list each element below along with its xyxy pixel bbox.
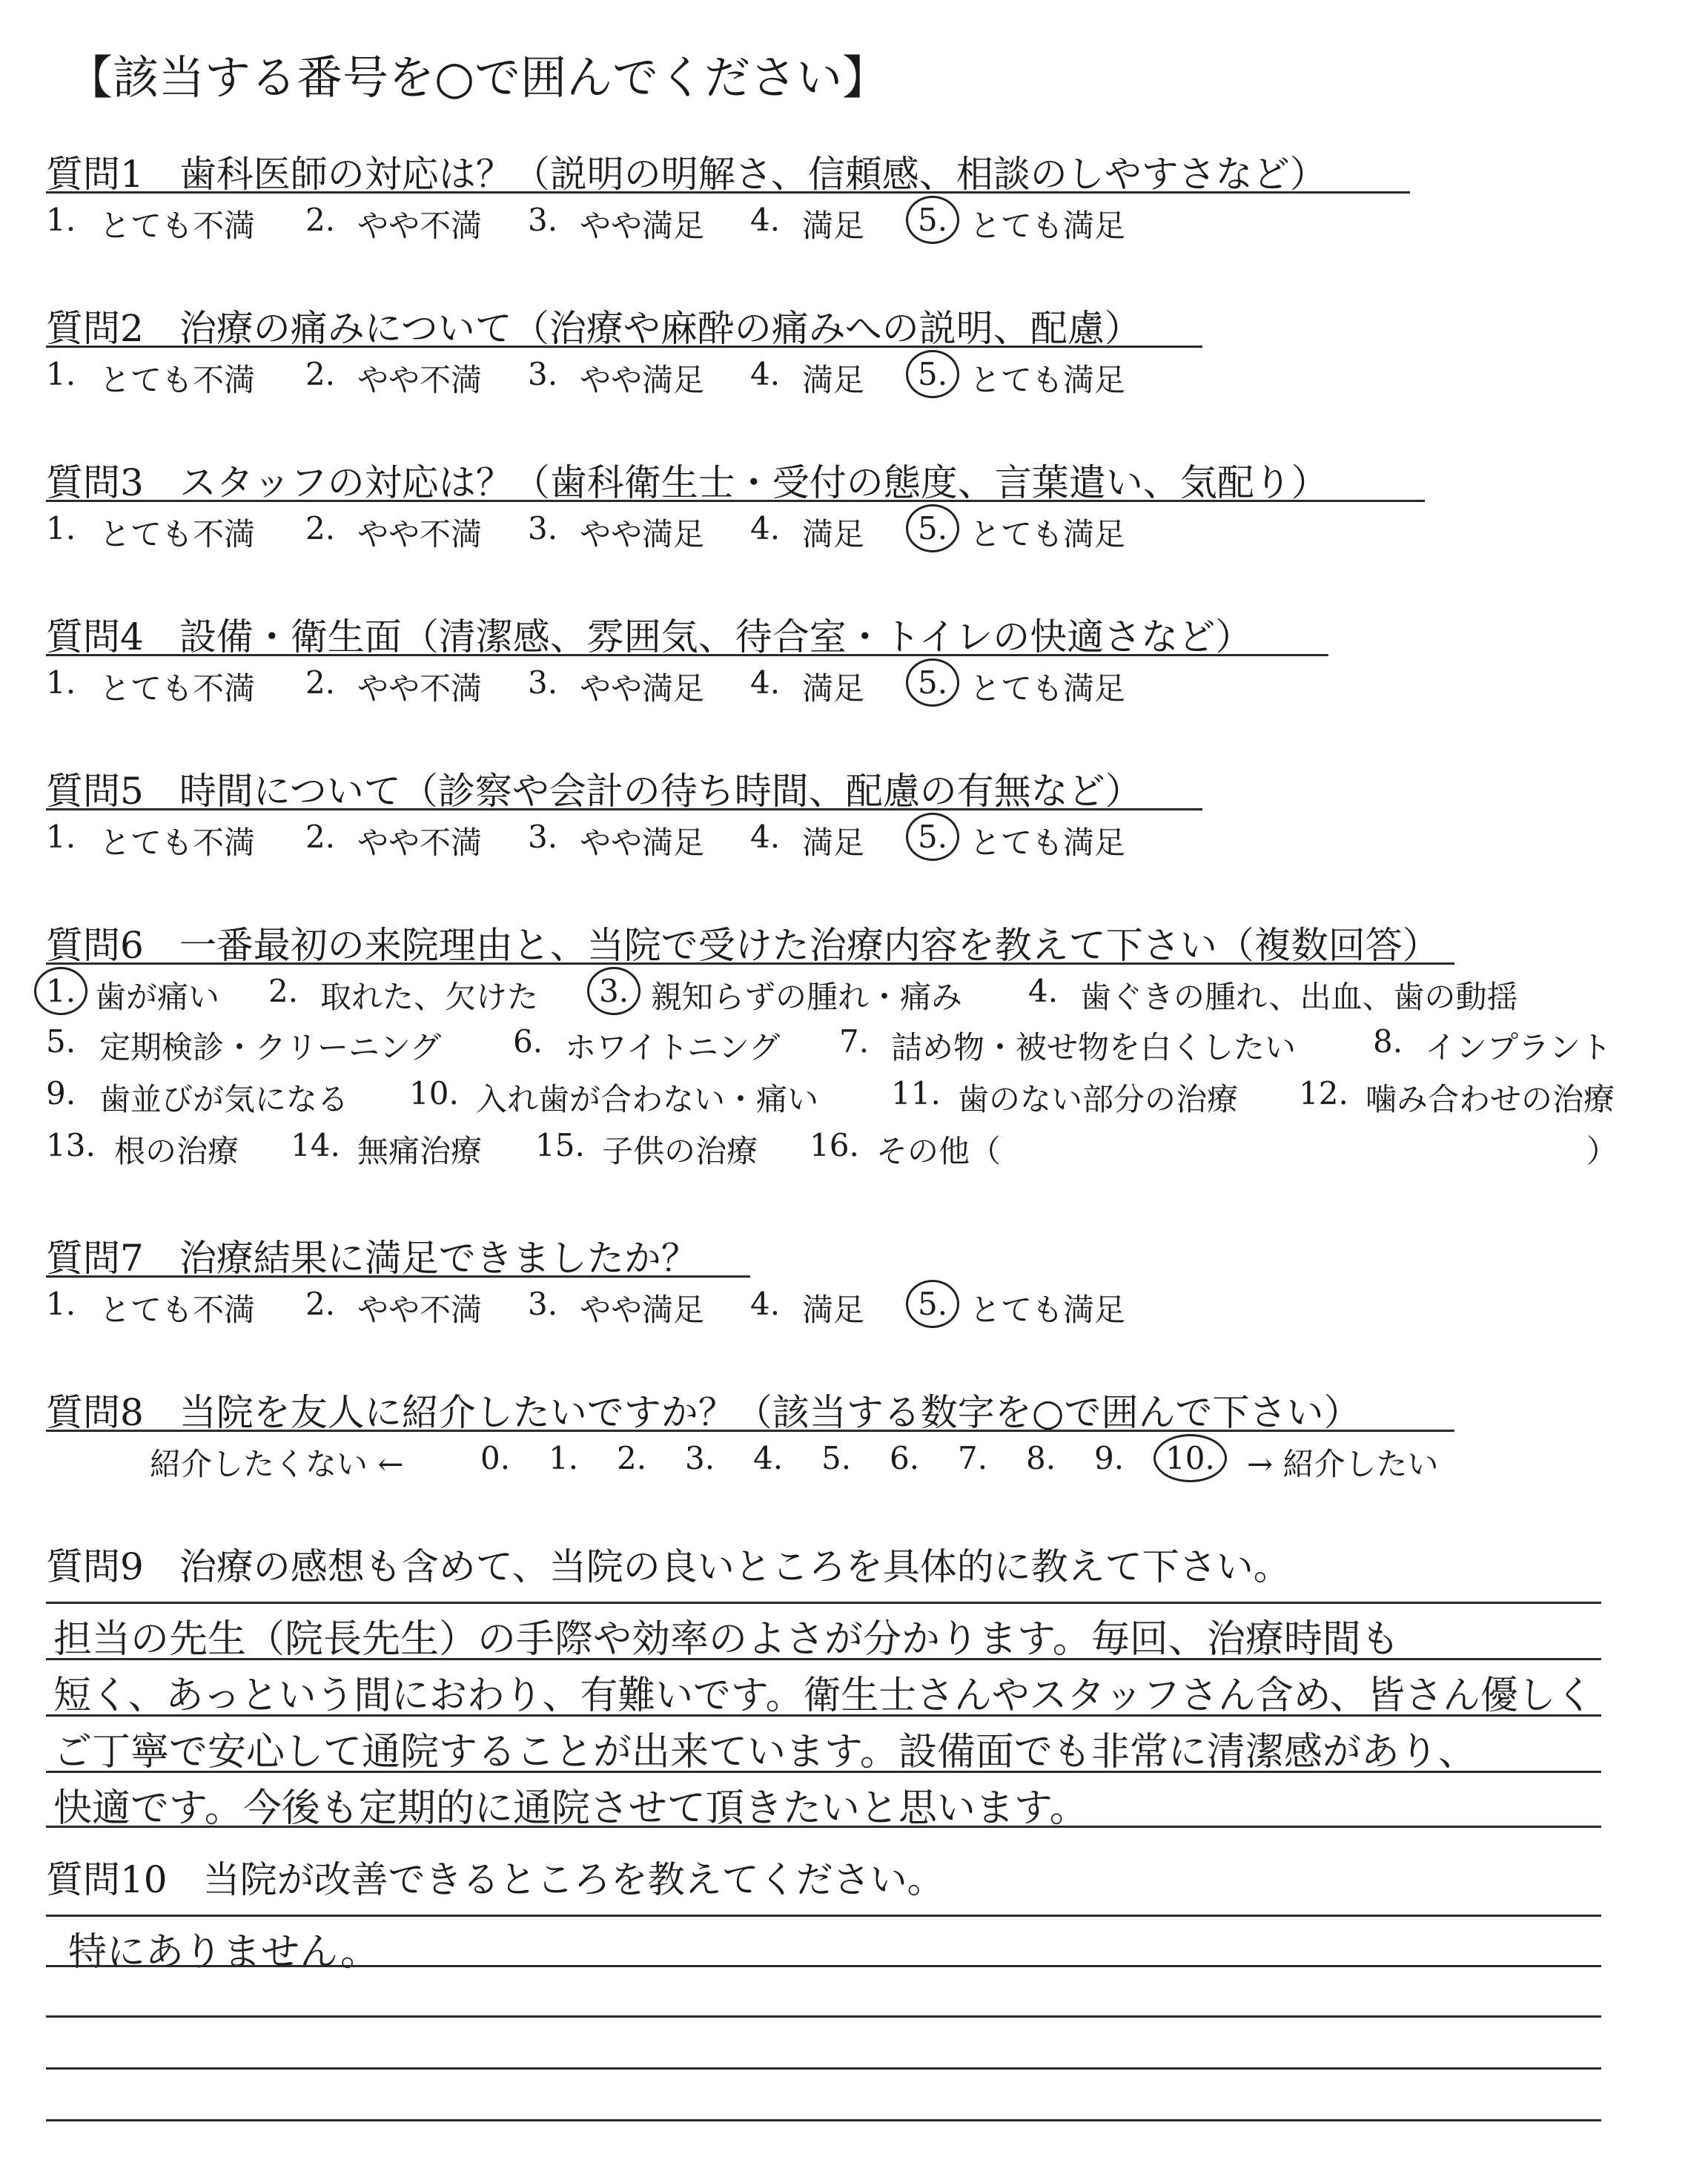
- question-9-text: 治療の感想も含めて、当院の良いところを具体的に教えて下さい。: [179, 1545, 1291, 1588]
- q8-opt-1[interactable]: 1.: [549, 1440, 579, 1476]
- q6-item14-label: 無痛治療: [357, 1133, 483, 1169]
- q9-ruled-line-2: [46, 1658, 1601, 1660]
- q7-opt5-num-circled[interactable]: 5.: [918, 1286, 948, 1322]
- question-8-scale: [46, 1440, 1439, 1484]
- question-10-text: 当院が改善できるところを教えてください。: [202, 1858, 944, 1901]
- q8-opt-10-circled[interactable]: 10.: [1165, 1440, 1215, 1476]
- q3-opt4-num[interactable]: 4.: [750, 510, 781, 546]
- question-10-number: 質問10: [46, 1858, 168, 1901]
- q6-item3-label: 親知らずの腫れ・痛み: [651, 979, 963, 1015]
- q1-opt2-label: やや不満: [357, 208, 483, 244]
- q6-item1-num-circled[interactable]: 1.: [46, 973, 76, 1009]
- q3-opt5-num-circled[interactable]: 5.: [918, 510, 948, 546]
- q1-opt3-num[interactable]: 3.: [528, 202, 558, 238]
- question-4-number: 質問4: [46, 615, 144, 658]
- q1-opt3-label: やや満足: [580, 208, 705, 244]
- q1-opt1-label: とても不満: [99, 208, 256, 244]
- q7-opt3-label: やや満足: [580, 1292, 705, 1328]
- question-5-underline: [46, 808, 1202, 810]
- q8-opt-5[interactable]: 5.: [821, 1440, 852, 1476]
- question-7-text: 治療結果に満足できましたか？: [179, 1237, 698, 1280]
- q6-item13-num[interactable]: 13.: [46, 1127, 96, 1163]
- question-5-options: [46, 819, 1126, 863]
- q3-opt1-label: とても不満: [99, 516, 256, 552]
- q8-opt-9[interactable]: 9.: [1094, 1440, 1125, 1476]
- q10-answer-line-1: 特にありません。: [68, 1930, 380, 1975]
- q6-item3-num-circled[interactable]: 3.: [599, 973, 629, 1009]
- q7-opt1-label: とても不満: [99, 1292, 256, 1328]
- q9-ruled-line-1: [46, 1602, 1601, 1604]
- question-5-text: 時間について（診察や会計の待ち時間、配慮の有無など）: [179, 770, 1142, 813]
- question-7-title: [46, 1229, 698, 1282]
- q10-ruled-line-2: [46, 1965, 1601, 1967]
- question-1-number: 質問1: [46, 153, 144, 196]
- q5-opt3-label: やや満足: [580, 825, 705, 861]
- q6-item7-num[interactable]: 7.: [839, 1023, 870, 1060]
- question-8-number: 質問8: [46, 1391, 144, 1434]
- q7-opt1-num[interactable]: 1.: [46, 1286, 76, 1322]
- q5-opt1-num[interactable]: 1.: [46, 819, 76, 855]
- q8-opt-6[interactable]: 6.: [890, 1440, 920, 1476]
- q8-left-label: 紹介したくない ←: [150, 1446, 404, 1482]
- question-9-number: 質問9: [46, 1545, 144, 1588]
- q4-opt1-num[interactable]: 1.: [46, 664, 76, 701]
- q7-opt4-label: 満足: [802, 1292, 865, 1328]
- q6-item10-num[interactable]: 10.: [409, 1075, 459, 1112]
- question-4-title: [46, 607, 1252, 661]
- q6-item1-label: 歯が痛い: [95, 979, 220, 1015]
- q7-opt2-num[interactable]: 2.: [305, 1286, 336, 1322]
- q5-opt3-num[interactable]: 3.: [528, 819, 558, 855]
- q4-opt3-label: やや満足: [580, 670, 705, 707]
- q2-opt2-num[interactable]: 2.: [305, 356, 336, 392]
- question-3-underline: [46, 500, 1425, 502]
- q6-item5-num[interactable]: 5.: [46, 1023, 76, 1060]
- q9-answer-line-4: 快適です。今後も定期的に通院させて頂きたいと思います。: [53, 1786, 1088, 1831]
- q1-opt1-num[interactable]: 1.: [46, 202, 76, 238]
- q3-opt4-label: 満足: [802, 516, 865, 552]
- q7-opt5-label: とても満足: [970, 1292, 1126, 1328]
- q5-opt5-num-circled[interactable]: 5.: [918, 819, 948, 855]
- q6-item12-label: 噛み合わせの治療: [1366, 1081, 1615, 1117]
- q6-item9-label: 歯並びが気になる: [99, 1081, 349, 1117]
- q1-opt4-label: 満足: [802, 208, 865, 244]
- q4-opt5-num-circled[interactable]: 5.: [918, 664, 948, 701]
- q3-opt2-num[interactable]: 2.: [305, 510, 336, 546]
- q6-item13-label: 根の治療: [114, 1133, 239, 1169]
- q4-opt2-label: やや不満: [357, 670, 483, 707]
- question-3-text: スタッフの対応は？（歯科衛生士・受付の態度、言葉遣い、気配り）: [179, 461, 1328, 504]
- question-8-underline: [46, 1430, 1454, 1432]
- instruction-header: 【該当する番号を○で囲んでください】: [67, 50, 889, 105]
- q8-opt-8[interactable]: 8.: [1026, 1440, 1056, 1476]
- q7-opt3-num[interactable]: 3.: [528, 1286, 558, 1322]
- q6-item2-num[interactable]: 2.: [268, 973, 299, 1009]
- q8-right-label: → 紹介したい: [1247, 1446, 1439, 1482]
- q4-opt1-label: とても不満: [99, 670, 256, 707]
- question-6-number: 質問6: [46, 924, 144, 967]
- q7-opt4-num[interactable]: 4.: [750, 1286, 781, 1322]
- q10-ruled-line-5: [46, 2119, 1601, 2121]
- q5-opt4-label: 満足: [802, 825, 865, 861]
- question-5-title: [46, 762, 1142, 815]
- q6-item16-label: その他（: [876, 1133, 1002, 1169]
- q9-answer-line-2: 短く、あっという間におわり、有難いです。衛生士さんやスタッフさん含め、皆さん優しく: [53, 1674, 1594, 1718]
- q6-item14-num[interactable]: 14.: [291, 1127, 340, 1163]
- q9-ruled-line-4: [46, 1771, 1601, 1773]
- q4-opt5-label: とても満足: [970, 670, 1126, 707]
- question-7-options: [46, 1286, 1126, 1330]
- question-3-options: [46, 510, 1126, 555]
- q6-item2-label: 取れた、欠けた: [320, 979, 539, 1015]
- q2-opt3-num[interactable]: 3.: [528, 356, 558, 392]
- q6-item4-label: 歯ぐきの腫れ、出血、歯の動揺: [1080, 979, 1518, 1015]
- q4-opt4-label: 満足: [802, 670, 865, 707]
- q2-opt5-label: とても満足: [970, 362, 1126, 398]
- q9-answer-line-3: ご丁寧で安心して通院することが出来ています。設備面でも非常に清潔感があり、: [53, 1730, 1477, 1774]
- q10-ruled-line-1: [46, 1915, 1601, 1917]
- q6-item16-num[interactable]: 16.: [810, 1127, 859, 1163]
- q8-opt-2[interactable]: 2.: [617, 1440, 647, 1476]
- q10-ruled-line-3: [46, 2015, 1601, 2018]
- q6-item11-label: 歯のない部分の治療: [958, 1081, 1239, 1117]
- q6-item7-label: 詰め物・被せ物を白くしたい: [891, 1029, 1297, 1066]
- q6-item10-label: 入れ歯が合わない・痛い: [476, 1081, 819, 1117]
- question-4-options: [46, 664, 1126, 709]
- q1-opt2-num[interactable]: 2.: [305, 202, 336, 238]
- question-10-title: [46, 1850, 944, 1903]
- q9-answer-line-1: 担当の先生（院長先生）の手際や効率のよさが分かります。毎回、治療時間も: [53, 1617, 1400, 1662]
- q2-opt5-num-circled[interactable]: 5.: [918, 356, 948, 392]
- question-2-options: [46, 356, 1126, 400]
- q1-opt4-num[interactable]: 4.: [750, 202, 781, 238]
- q2-opt1-label: とても不満: [99, 362, 256, 398]
- q2-opt4-label: 満足: [802, 362, 865, 398]
- q8-opt-0[interactable]: 0.: [480, 1440, 511, 1476]
- q2-opt3-label: やや満足: [580, 362, 705, 398]
- question-1-title: [46, 145, 1327, 198]
- question-3-title: [46, 453, 1328, 506]
- q4-opt3-num[interactable]: 3.: [528, 664, 558, 701]
- q6-item6-label: ホワイトニング: [565, 1029, 781, 1066]
- q6-item15-num[interactable]: 15.: [535, 1127, 585, 1163]
- question-2-title: [46, 299, 1142, 352]
- q4-opt4-num[interactable]: 4.: [750, 664, 781, 701]
- q10-ruled-line-4: [46, 2067, 1601, 2070]
- q9-ruled-line-3: [46, 1714, 1601, 1717]
- question-4-text: 設備・衛生面（清潔感、雰囲気、待合室・トイレの快適さなど）: [179, 615, 1253, 658]
- q6-item8-label: インプラント: [1425, 1029, 1612, 1066]
- q6-item12-num[interactable]: 12.: [1299, 1075, 1348, 1112]
- question-9-title: [46, 1537, 1291, 1591]
- q5-opt5-label: とても満足: [970, 825, 1126, 861]
- q6-item11-num[interactable]: 11.: [891, 1075, 941, 1112]
- question-1-options: [46, 202, 1126, 246]
- question-2-text: 治療の痛みについて（治療や麻酔の痛みへの説明、配慮）: [179, 307, 1142, 350]
- q2-opt2-label: やや不満: [357, 362, 483, 398]
- question-4-underline: [46, 654, 1328, 656]
- question-6-text: 一番最初の来院理由と、当院で受けた治療内容を教えて下さい（複数回答）: [179, 924, 1440, 967]
- question-6-title: [46, 916, 1440, 969]
- q2-opt4-num[interactable]: 4.: [750, 356, 781, 392]
- q6-other-close-paren: ）: [1586, 1133, 1618, 1169]
- q4-opt2-num[interactable]: 2.: [305, 664, 336, 701]
- question-2-underline: [46, 346, 1202, 348]
- q6-item15-label: 子供の治療: [602, 1133, 758, 1169]
- question-6-underline: [46, 962, 1454, 965]
- q5-opt1-label: とても不満: [99, 825, 256, 861]
- question-1-underline: [46, 191, 1410, 194]
- question-3-number: 質問3: [46, 461, 144, 504]
- q3-opt3-label: やや満足: [580, 516, 705, 552]
- question-2-number: 質問2: [46, 307, 144, 350]
- q6-item4-num[interactable]: 4.: [1028, 973, 1059, 1009]
- q9-ruled-line-5: [46, 1826, 1601, 1828]
- q5-opt4-num[interactable]: 4.: [750, 819, 781, 855]
- q7-opt2-label: やや不満: [357, 1292, 483, 1328]
- q6-item6-num[interactable]: 6.: [513, 1023, 543, 1060]
- q6-item5-label: 定期検診・クリーニング: [99, 1029, 442, 1066]
- q1-opt5-num-circled[interactable]: 5.: [918, 202, 948, 238]
- q5-opt2-label: やや不満: [357, 825, 483, 861]
- question-7-number: 質問7: [46, 1237, 144, 1280]
- question-8-text: 当院を友人に紹介したいですか？（該当する数字を○で囲んで下さい）: [179, 1391, 1361, 1434]
- q3-opt1-num[interactable]: 1.: [46, 510, 76, 546]
- q5-opt2-num[interactable]: 2.: [305, 819, 336, 855]
- q3-opt3-num[interactable]: 3.: [528, 510, 558, 546]
- question-1-text: 歯科医師の対応は？（説明の明解さ、信頼感、相談のしやすさなど）: [179, 153, 1327, 196]
- q1-opt5-label: とても満足: [970, 208, 1126, 244]
- q8-opt-4[interactable]: 4.: [753, 1440, 784, 1476]
- q6-item9-num[interactable]: 9.: [46, 1075, 76, 1112]
- question-8-title: [46, 1383, 1360, 1436]
- q3-opt2-label: やや不満: [357, 516, 483, 552]
- q8-opt-7[interactable]: 7.: [958, 1440, 988, 1476]
- question-7-underline: [46, 1275, 750, 1278]
- q6-item8-num[interactable]: 8.: [1373, 1023, 1403, 1060]
- question-5-number: 質問5: [46, 770, 144, 813]
- q2-opt1-num[interactable]: 1.: [46, 356, 76, 392]
- q8-opt-3[interactable]: 3.: [685, 1440, 715, 1476]
- q3-opt5-label: とても満足: [970, 516, 1126, 552]
